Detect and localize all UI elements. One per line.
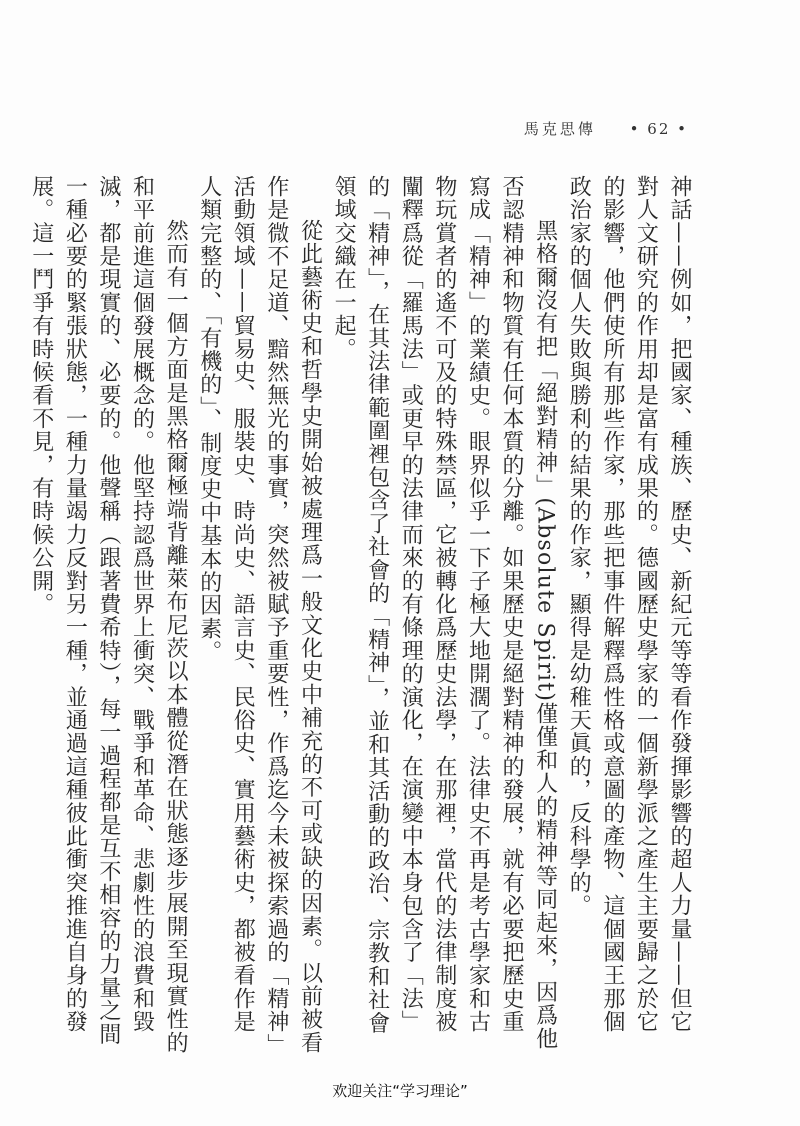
page-number: • 62 •	[629, 120, 688, 138]
paragraph-1: 神話——例如，把國家、種族、歷史、新紀元等等看作發揮影響的超人力量——但它對人文研究的作用却是富有成果的。德國歷史學家的一個新學派之產生主要歸之於它的影響，他們使所有那些作家，那些把事件解釋爲性格或意圖的產物、這個國王那個政治家的個人失敗與勝利的結果的作家，顯得是幼稚天眞的，反科學的。	[566, 175, 692, 1034]
running-header	[524, 118, 688, 139]
book-title: 馬克思傳	[523, 120, 596, 138]
vertical-body-text	[28, 175, 696, 1055]
paragraph-2: 黑格爾沒有把「絕對精神」(Absolute Spirit)僅僅和人的精神等同起來，因爲他否認精神和物質有任何本質的分離。如果歷史是絕對精神的發展，就有必要把歷史重寫成「精神」的業績史。眼界似乎一下子極大地開濶了。法律史不再是考古學家和古物玩賞者的遙不可及的特殊禁區，它被轉化爲歷史法學，在那裡，當代的法律制度被闡釋爲從「羅馬法」或更早的法律而來的有條理的演化，在演變中本身包含了「法」的「精神」，在其法律範圍裡包含了社會的「精神」，並和其活動的政治、宗教和社會領域交織在一起。	[331, 175, 558, 1051]
paragraph-3: 從此藝術史和哲學史開始被處理爲一般文化史中補充的不可或缺的因素。以前被看作是微不足道、黯然無光的事實，突然被賦予重要性，作爲迄今未被探索過的「精神」活動領域——貿易史、服裝史、時尚史、語言史、民俗史、實用藝術史，都被看作是人類完整的、「有機的」、制度史中基本的因素。	[196, 175, 323, 1055]
footer-note: 欢迎关注“学习理论”	[332, 1082, 468, 1100]
paragraph-4: 然而有一個方面是黑格爾極端背離萊布尼茨以本體從潛在狀態逐步展開至現實性的和平前進這個發展概念的。他堅持認爲世界上衝突、戰爭和革命、悲劇性的浪費和毀滅，都是現實的、必要的。他聲稱（跟著費希特），每一過程都是互不相容的力量之間一種必要的緊張狀態，一種力量竭力反對另一種，並通過這種彼此衝突推進自身的發展。這一鬥爭有時候看不見，有時候公開。	[28, 175, 189, 1055]
